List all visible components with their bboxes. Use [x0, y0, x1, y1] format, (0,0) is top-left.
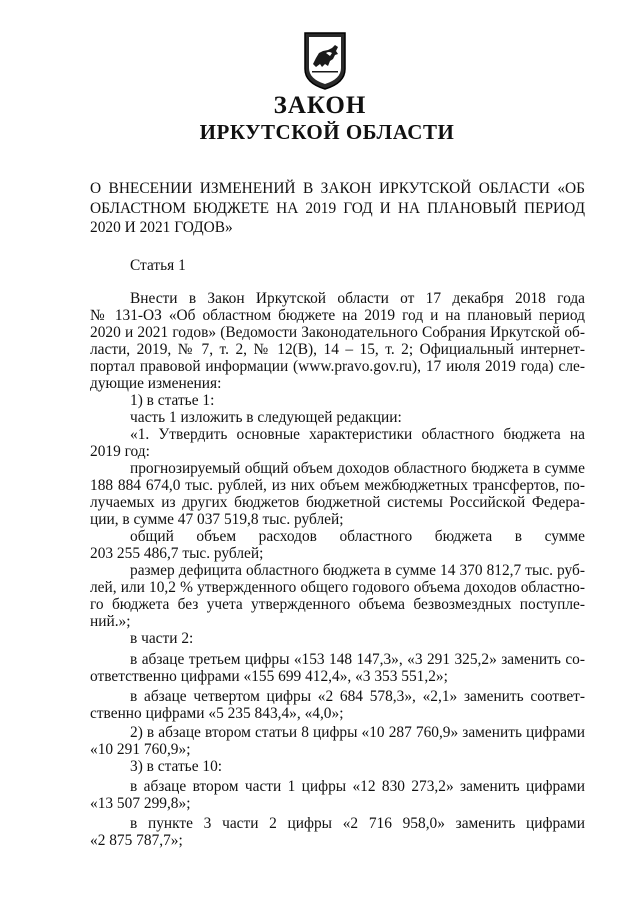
body-line: в абзаце втором части 1 цифры «12 830 273,2» заменить цифрами [130, 778, 585, 795]
body-line: ственно цифрами «5 235 843,4», «4,0»; [90, 705, 344, 722]
law-title-line: 2020 И 2021 ГОДОВ» [90, 219, 233, 236]
body-line: в части 2: [130, 630, 194, 647]
body-line: лей, или 10,2 % утвержденного общего годового объема доходов областно- [90, 579, 585, 596]
body-line: портал правовой информации (www.pravo.gov.ru), 17 июля 2019 года) сле- [90, 358, 585, 375]
body-line: дующие изменения: [90, 375, 222, 392]
body-line: ции, в сумме 47 037 519,8 тыс. рублей; [90, 511, 344, 528]
body-line: 2020 и 2021 годов» (Ведомости Законодательного Собрания Иркутской об- [90, 324, 585, 341]
document-subtitle: ИРКУТСКОЙ ОБЛАСТИ [199, 120, 455, 144]
body-line: в абзаце четвертом цифры «2 684 578,3», «2,1» заменить соответ- [130, 688, 585, 705]
body-line: 203 255 486,7 тыс. рублей; [90, 545, 264, 562]
body-line: 2019 год: [90, 443, 150, 460]
body-line: № 131-ОЗ «Об областном бюджете на 2019 год и на плановый период [90, 307, 585, 324]
body-line: лучаемых из других бюджетов бюджетной системы Российской Федера- [90, 494, 585, 511]
body-line: «10 291 760,9»; [90, 741, 191, 758]
article-heading: Статья 1 [130, 257, 186, 274]
law-title-line: ОБЛАСТНОМ БЮДЖЕТЕ НА 2019 ГОД И НА ПЛАНОВЫЙ ПЕРИОД [90, 200, 585, 217]
body-line: ответственно цифрами «155 699 412,4», «3 353 551,2»; [90, 668, 448, 685]
body-line: в пункте 3 части 2 цифры «2 716 958,0» заменить цифрами [130, 815, 585, 832]
body-line: «13 507 299,8»; [90, 795, 191, 812]
body-line: 3) в статье 10: [130, 758, 223, 775]
body-line: в абзаце третьем цифры «153 148 147,3», «3 291 325,2» заменить со- [130, 651, 585, 668]
body-line: ний.»; [90, 613, 131, 630]
body-line: 2) в абзаце втором статьи 8 цифры «10 287 760,9» заменить цифрами [130, 724, 585, 741]
body-line: Внести в Закон Иркутской области от 17 декабря 2018 года [130, 290, 585, 307]
body-line: 1) в статье 1: [130, 392, 215, 409]
coat-of-arms-icon [302, 31, 348, 91]
body-line: прогнозируемый общий объем доходов областного бюджета в сумме [130, 460, 585, 477]
body-line: го бюджета без учета утвержденного объема безвозмездных поступле- [90, 596, 585, 613]
body-line: размер дефицита областного бюджета в сумме 14 370 812,7 тыс. руб- [130, 562, 585, 579]
body-line: «1. Утвердить основные характеристики областного бюджета на [130, 426, 585, 443]
body-line: часть 1 изложить в следующей редакции: [130, 409, 402, 426]
body-line: 188 884 674,0 тыс. рублей, из них объем межбюджетных трансфертов, по- [90, 477, 585, 494]
body-line: «2 875 787,7»; [90, 832, 183, 849]
document-title: ЗАКОН [273, 92, 367, 119]
law-title-line: О ВНЕСЕНИИ ИЗМЕНЕНИЙ В ЗАКОН ИРКУТСКОЙ ОБЛАСТИ «ОБ [90, 180, 585, 197]
body-line: общий объем расходов областного бюджета в сумме [130, 528, 585, 545]
body-line: ласти, 2019, № 7, т. 2, № 12(В), 14 – 15, т. 2; Официальный интернет- [90, 341, 585, 358]
